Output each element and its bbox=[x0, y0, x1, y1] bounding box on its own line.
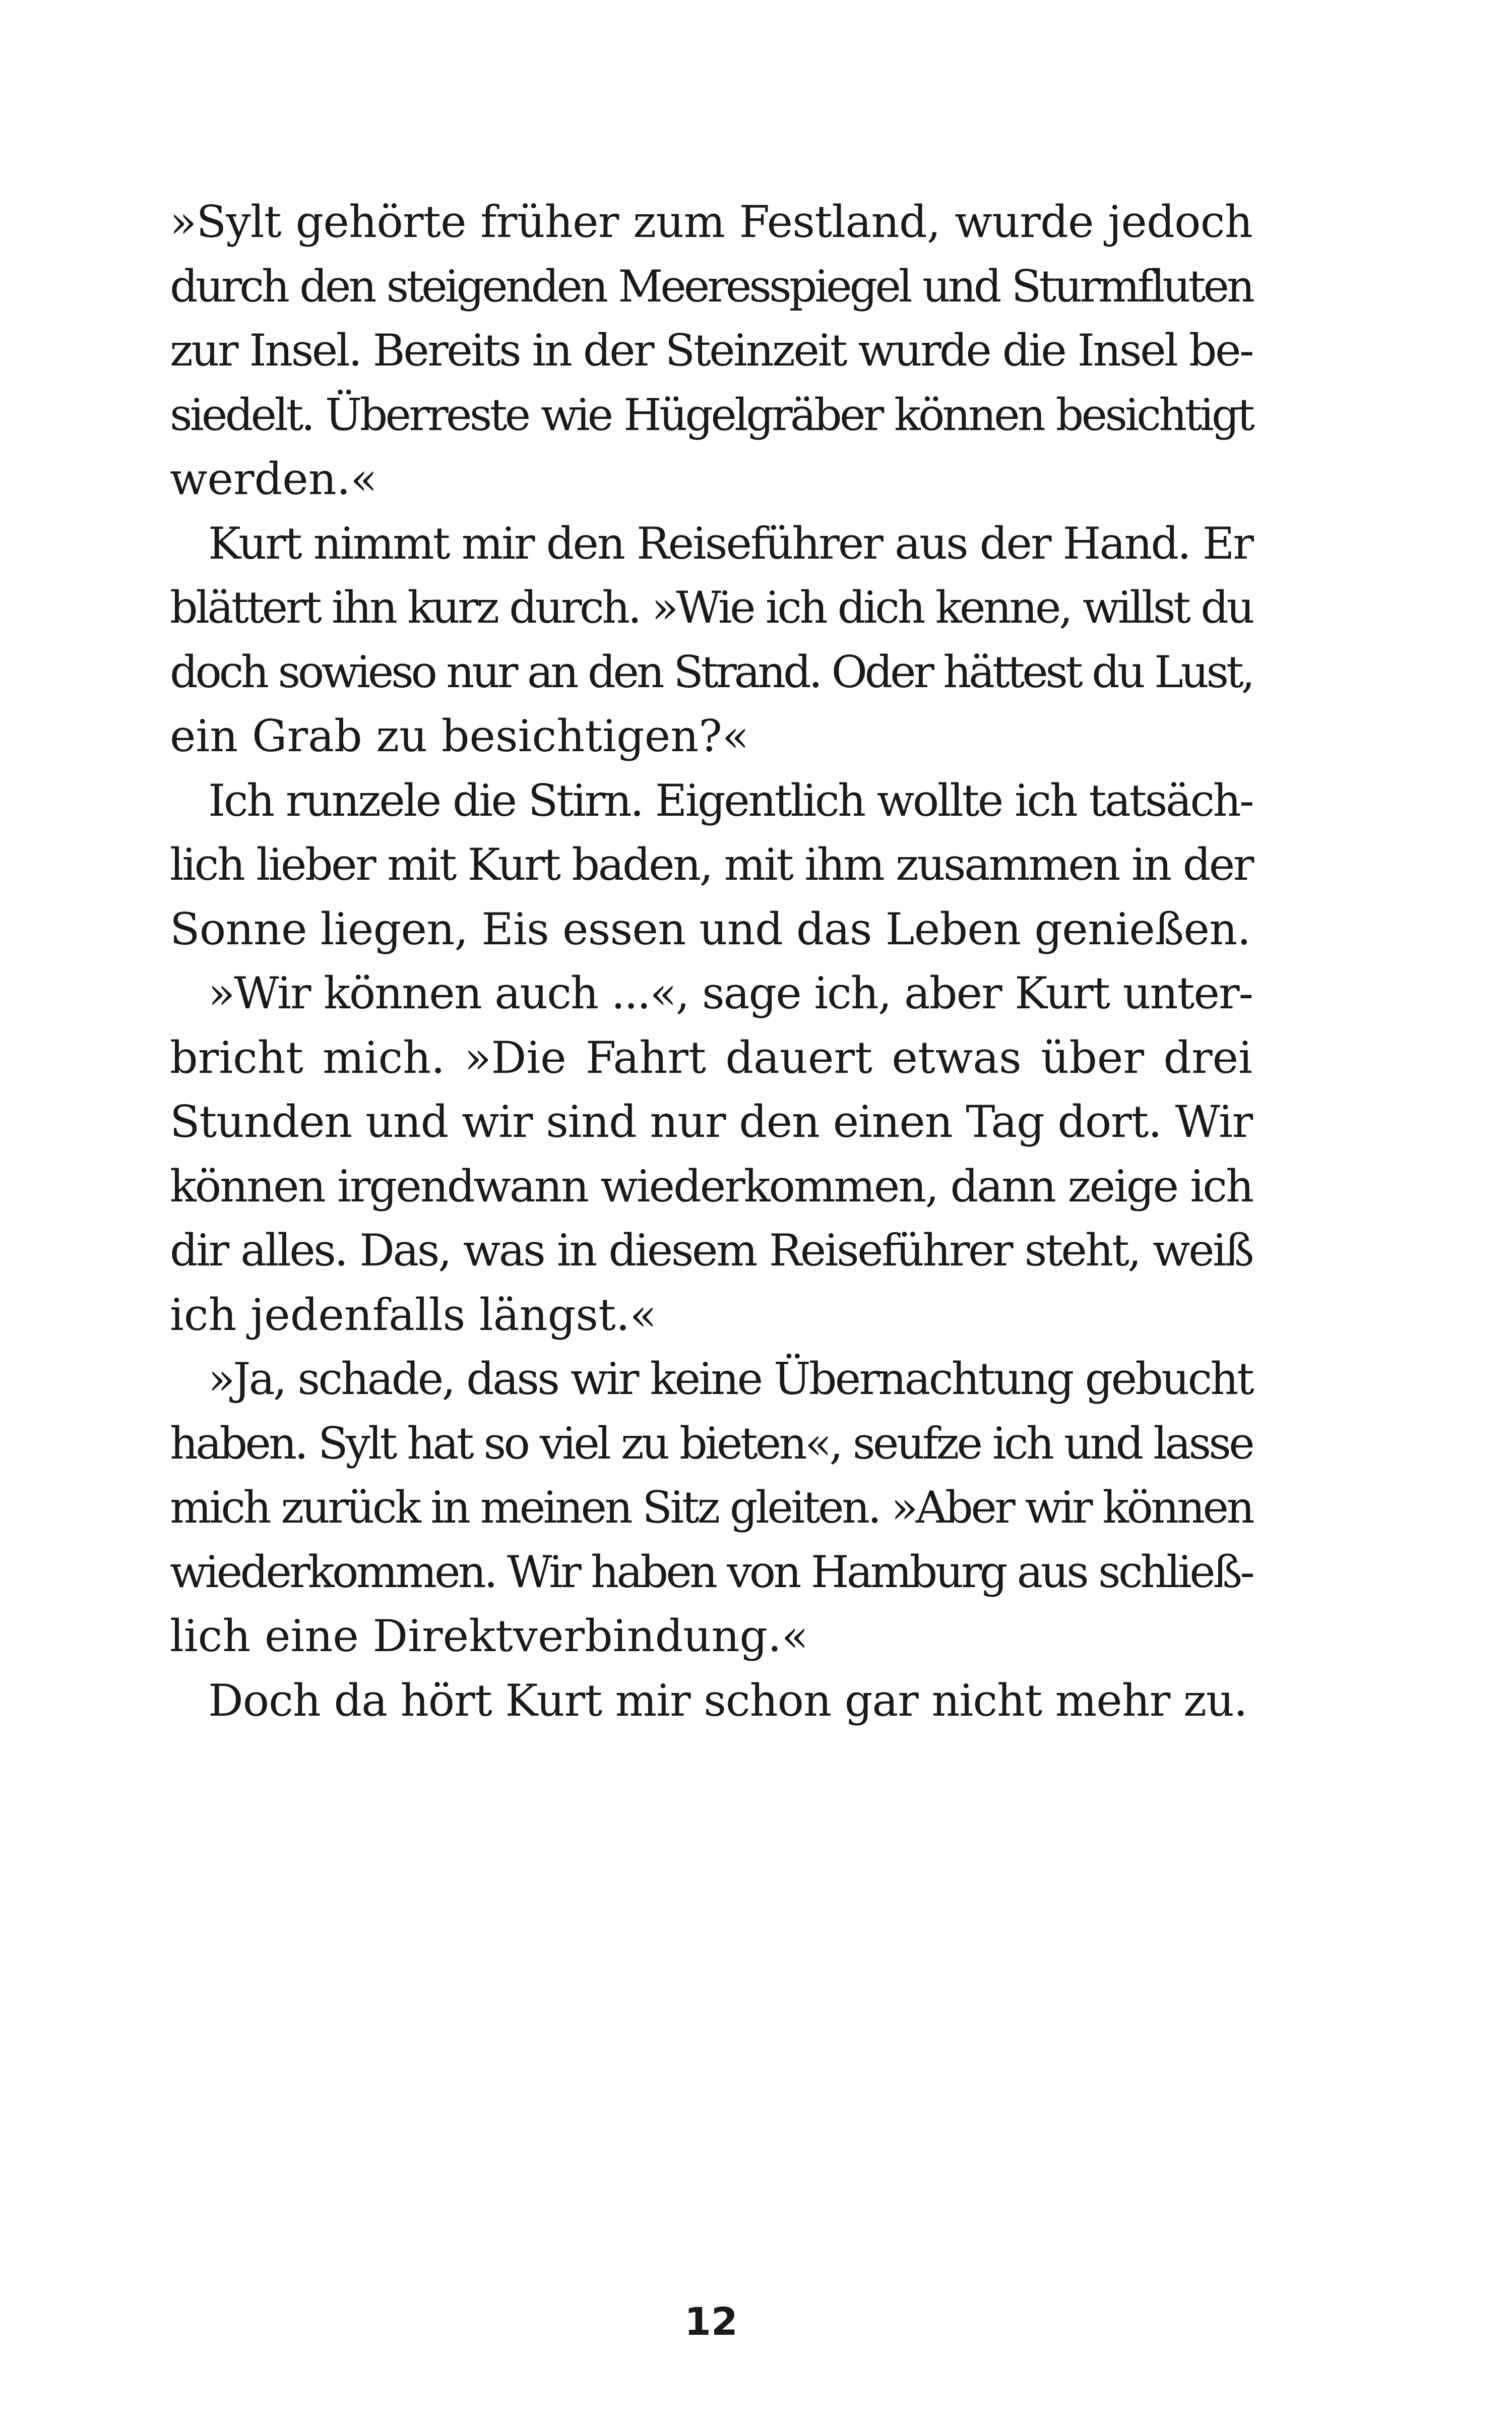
paragraph bbox=[170, 769, 1252, 962]
text-line: blättert ihn kurz durch. »Wie ich dich kenne, willst du bbox=[170, 582, 1252, 633]
text-line: lich lieber mit Kurt baden, mit ihm zusammen in der bbox=[170, 839, 1252, 890]
text-line: dir alles. Das, was in diesem Reiseführer steht, weiß bbox=[170, 1225, 1252, 1276]
paragraph bbox=[170, 1347, 1252, 1669]
text-line: Doch da hört Kurt mir schon gar nicht mehr zu. bbox=[208, 1674, 1247, 1726]
body-text bbox=[170, 190, 1252, 1733]
text-line: ich jedenfalls längst.« bbox=[170, 1289, 657, 1341]
text-line: Sonne liegen, Eis essen und das Leben genießen. bbox=[170, 903, 1251, 955]
paragraph bbox=[170, 190, 1252, 512]
text-line: werden.« bbox=[170, 453, 377, 505]
text-line: durch den steigenden Meeresspiegel und Sturmfluten bbox=[170, 260, 1252, 312]
text-line: lich eine Direktverbindung.« bbox=[170, 1610, 808, 1662]
text-line: bricht mich. »Die Fahrt dauert etwas über drei bbox=[170, 1032, 1252, 1083]
text-line: können irgendwann wiederkommen, dann zeige ich bbox=[170, 1160, 1252, 1212]
text-line: »Sylt gehörte früher zum Festland, wurde jedoch bbox=[170, 196, 1252, 248]
text-line: Kurt nimmt mir den Reiseführer aus der Hand. Er bbox=[208, 517, 1252, 569]
text-line: zur Insel. Bereits in der Steinzeit wurde die Insel be- bbox=[170, 325, 1252, 376]
paragraph bbox=[170, 512, 1252, 769]
text-line: haben. Sylt hat so viel zu bieten«, seufze ich und lasse bbox=[170, 1417, 1252, 1469]
text-line: wiederkommen. Wir haben von Hamburg aus schließ- bbox=[170, 1546, 1252, 1598]
text-line: mich zurück in meinen Sitz gleiten. »Aber wir können bbox=[170, 1482, 1252, 1533]
text-line: »Ja, schade, dass wir keine Übernachtung gebucht bbox=[208, 1353, 1252, 1405]
text-line: Stunden und wir sind nur den einen Tag dort. Wir bbox=[170, 1096, 1252, 1147]
text-line: doch sowieso nur an den Strand. Oder hättest du Lust, bbox=[170, 646, 1252, 698]
text-line: siedelt. Überreste wie Hügelgräber können besichtigt bbox=[170, 389, 1252, 441]
text-line: Ich runzele die Stirn. Eigentlich wollte ich tatsäch- bbox=[208, 774, 1252, 826]
text-line: »Wir können auch ...«, sage ich, aber Kurt unter- bbox=[208, 967, 1252, 1019]
page-number: 12 bbox=[684, 2299, 738, 2344]
paragraph bbox=[170, 1669, 1252, 1733]
paragraph bbox=[170, 961, 1252, 1347]
text-line: ein Grab zu besichtigen?« bbox=[170, 710, 749, 762]
